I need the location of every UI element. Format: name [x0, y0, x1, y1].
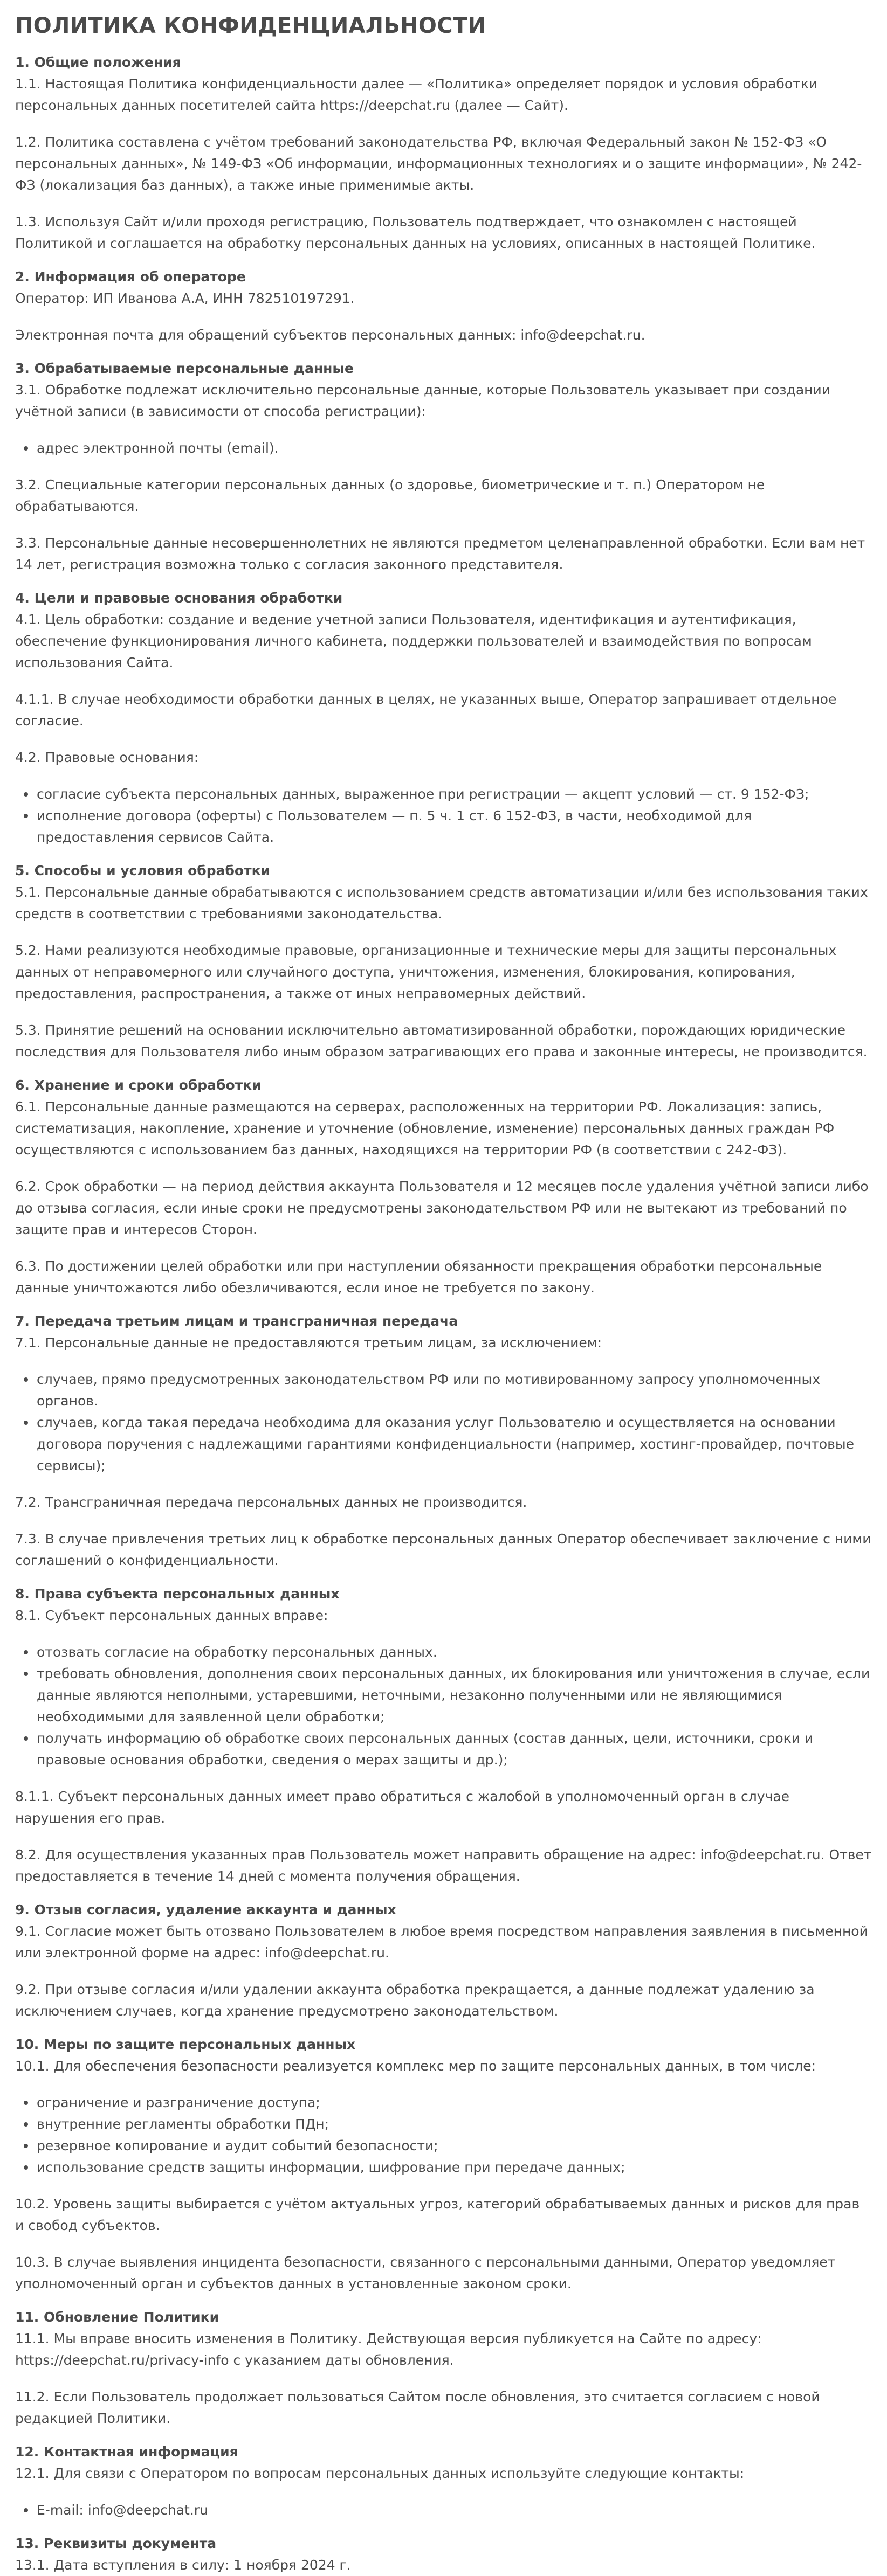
paragraph: 9.2. При отзыве согласия и/или удалении аккаунта обработка прекращается, а данные подлежат удалению за исключением случаев, когда хранение предусмотрено законодательством. — [15, 1982, 815, 2019]
paragraph: 11.2. Если Пользователь продолжает пользоваться Сайтом после обновления, это считается согласием с новой редакцией Политики. — [15, 2389, 820, 2426]
bullet-list — [15, 1642, 872, 1771]
paragraph: 6.3. По достижении целей обработки или при наступлении обязанности прекращения обработки персональные данные уничтожаются либо обезличиваются, если иное не требуется по закону. — [15, 1258, 822, 1296]
list-item: случаев, прямо предусмотренных законодательством РФ или по мотивированному запросу уполномоченных органов. — [37, 1369, 872, 1412]
bullet-list — [15, 1369, 872, 1477]
list-item: внутренние регламенты обработки ПДн; — [37, 2114, 872, 2135]
paragraph: 11.1. Мы вправе вносить изменения в Политику. Действующая версия публикуется на Сайте по адресу: https://deepchat.ru/privacy-info с указанием даты обновления. — [15, 2331, 762, 2368]
paragraph: 7.3. В случае привлечения третьих лиц к обработке персональных данных Оператор обеспечивает заключение с ними соглашений о конфиденциальности. — [15, 1531, 871, 1568]
paragraph: 4.1.1. В случае необходимости обработки данных в целях, не указанных выше, Оператор запрашивает отдельное согласие. — [15, 691, 837, 729]
paragraph: 3.3. Персональные данные несовершеннолетних не являются предметом целенаправленной обработки. Если вам нет 14 лет, регистрация возможна только с согласия законного представителя. — [15, 535, 865, 572]
list-item: E-mail: info@deepchat.ru — [37, 2499, 872, 2521]
page-title: ПОЛИТИКА КОНФИДЕНЦИАЛЬНОСТИ — [15, 13, 486, 38]
section-purposes — [15, 587, 872, 848]
section-methods — [15, 860, 872, 1063]
list-item: случаев, когда такая передача необходима для оказания услуг Пользователю и осуществляется на основании договора поручения с надлежащими гарантиями конфиденциальности (например, хостинг-провайдер, почтовые сервисы); — [37, 1412, 872, 1477]
list-item: использование средств защиты информации, шифрование при передаче данных; — [37, 2157, 872, 2178]
paragraph: Оператор: ИП Иванова А.А, ИНН 782510197291. — [15, 290, 355, 306]
paragraph: 13.1. Дата вступления в силу: 1 ноября 2024 г. — [15, 2557, 351, 2573]
list-item: отозвать согласие на обработку персональных данных. — [37, 1642, 872, 1663]
paragraph: 4.1. Цель обработки: создание и ведение учетной записи Пользователя, идентификация и аутентификация, обеспечение функционирования личного кабинета, поддержки пользователей и взаимодействия по вопросам использования Сайта. — [15, 612, 812, 670]
section-heading: 7. Передача третьим лицам и трансграничная передача — [15, 1313, 458, 1329]
paragraph: 6.2. Срок обработки — на период действия аккаунта Пользователя и 12 месяцев после удаления учётной записи либо до отзыва согласия, если иные сроки не предусмотрены законодательством РФ или не вытекают из требований по защите прав и интересов Сторон. — [15, 1179, 869, 1237]
list-item: требовать обновления, дополнения своих персональных данных, их блокирования или уничтожения в случае, если данные являются неполными, устаревшими, неточными, незаконно полученными или не являющимися необходимыми для заявленной цели обработки; — [37, 1663, 872, 1728]
section-heading: 13. Реквизиты документа — [15, 2536, 217, 2551]
paragraph: 5.2. Нами реализуются необходимые правовые, организационные и технические меры для защиты персональных данных от неправомерного или случайного доступа, уничтожения, изменения, блокирования, копирования, предоставления, распространения, а также от иных неправомерных действий. — [15, 943, 837, 1001]
bullet-list — [15, 2499, 872, 2521]
section-policy-updates — [15, 2307, 872, 2429]
paragraph: Электронная почта для обращений субъектов персональных данных: info@deepchat.ru. — [15, 327, 645, 343]
section-heading: 3. Обрабатываемые персональные данные — [15, 361, 354, 376]
paragraph: 7.1. Персональные данные не предоставляются третьим лицам, за исключением: — [15, 1335, 602, 1351]
list-item: согласие субъекта персональных данных, выраженное при регистрации — акцепт условий — ст. 9 152-ФЗ; — [37, 784, 872, 805]
section-contacts — [15, 2441, 872, 2521]
paragraph: 12.1. Для связи с Оператором по вопросам персональных данных используйте следующие контакты: — [15, 2466, 745, 2481]
paragraph: 3.2. Специальные категории персональных данных (о здоровье, биометрические и т. п.) Оператором не обрабатываются. — [15, 477, 765, 514]
bullet-list — [15, 438, 872, 459]
bullet-list — [15, 784, 872, 848]
paragraph: 10.2. Уровень защиты выбирается с учётом актуальных угроз, категорий обрабатываемых данных и рисков для прав и свобод субъектов. — [15, 2196, 860, 2233]
list-item: получать информацию об обработке своих персональных данных (состав данных, цели, источники, сроки и правовые основания обработки, сведения о мерах защиты и др.); — [37, 1728, 872, 1771]
section-processed-data — [15, 358, 872, 576]
paragraph: 5.3. Принятие решений на основании исключительно автоматизированной обработки, порождающих юридические последствия для Пользователя либо иным образом затрагивающих его права и законные интересы, не производится. — [15, 1022, 868, 1060]
paragraph: 10.3. В случае выявления инцидента безопасности, связанного с персональными данными, Оператор уведомляет уполномоченный орган и субъектов данных в установленные законом сроки. — [15, 2254, 836, 2291]
section-heading: 10. Меры по защите персональных данных — [15, 2037, 356, 2052]
section-consent-withdrawal — [15, 1899, 872, 2022]
section-heading: 11. Обновление Политики — [15, 2309, 219, 2325]
paragraph: 6.1. Персональные данные размещаются на серверах, расположенных на территории РФ. Локализация: запись, систематизация, накопление, хранение и уточнение (обновление, изменение) персональных данных граждан РФ осуществляются с использованием баз данных, находящихся на территории РФ (в соответствии с 242-ФЗ). — [15, 1099, 835, 1158]
list-item: исполнение договора (оферты) с Пользователем — п. 5 ч. 1 ст. 6 152-ФЗ, в части, необходимой для предоставления сервисов Сайта. — [37, 805, 872, 848]
list-item: резервное копирование и аудит событий безопасности; — [37, 2135, 872, 2157]
paragraph: 1.3. Используя Сайт и/или проходя регистрацию, Пользователь подтверждает, что ознакомлен с настоящей Политикой и соглашается на обработку персональных данных на условиях, описанных в настоящей Политике. — [15, 214, 816, 251]
section-general — [15, 52, 872, 254]
paragraph: 4.2. Правовые основания: — [15, 750, 199, 765]
paragraph: 1.2. Политика составлена с учётом требований законодательства РФ, включая Федеральный закон № 152-ФЗ «О персональных данных», № 149-ФЗ «Об информации, информационных технологиях и о защите информации», № 242-ФЗ (локализация баз данных), а также иные применимые акты. — [15, 134, 862, 193]
section-operator — [15, 266, 872, 346]
section-heading: 2. Информация об операторе — [15, 269, 246, 285]
paragraph: 9.1. Согласие может быть отозвано Пользователем в любое время посредством направления заявления в письменной или электронной форме на адрес: info@deepchat.ru. — [15, 1923, 868, 1961]
paragraph: 7.2. Трансграничная передача персональных данных не производится. — [15, 1494, 527, 1510]
section-document-details — [15, 2533, 872, 2576]
section-heading: 9. Отзыв согласия, удаление аккаунта и данных — [15, 1902, 396, 1917]
section-heading: 8. Права субъекта персональных данных — [15, 1586, 340, 1602]
paragraph: 5.1. Персональные данные обрабатываются с использованием средств автоматизации и/или без использования таких средств в соответствии с требованиями законодательства. — [15, 884, 868, 922]
section-heading: 6. Хранение и сроки обработки — [15, 1077, 262, 1093]
section-subject-rights — [15, 1583, 872, 1887]
paragraph: 8.2. Для осуществления указанных прав Пользователь может направить обращение на адрес: info@deepchat.ru. Ответ предоставляется в течение 14 дней с момента получения обращения. — [15, 1847, 872, 1884]
paragraph: 8.1. Субъект персональных данных вправе: — [15, 1608, 328, 1623]
section-storage — [15, 1075, 872, 1299]
section-heading: 12. Контактная информация — [15, 2444, 238, 2460]
paragraph: 3.1. Обработке подлежат исключительно персональные данные, которые Пользователь указывает при создании учётной записи (в зависимости от способа регистрации): — [15, 382, 831, 419]
list-item: ограничение и разграничение доступа; — [37, 2092, 872, 2114]
paragraph: 8.1.1. Субъект персональных данных имеет право обратиться с жалобой в уполномоченный орган в случае нарушения его прав. — [15, 1789, 790, 1826]
bullet-list — [15, 2092, 872, 2178]
section-heading: 5. Способы и условия обработки — [15, 863, 271, 878]
paragraph: 1.1. Настоящая Политика конфиденциальности далее — «Политика» определяет порядок и условия обработки персональных данных посетителей сайта https://deepchat.ru (далее — Сайт). — [15, 76, 818, 113]
paragraph: 10.1. Для обеспечения безопасности реализуется комплекс мер по защите персональных данных, в том числе: — [15, 2058, 816, 2074]
section-heading: 4. Цели и правовые основания обработки — [15, 590, 343, 606]
list-item: адрес электронной почты (email). — [37, 438, 872, 459]
section-third-parties — [15, 1311, 872, 1571]
section-heading: 1. Общие положения — [15, 54, 181, 70]
section-security-measures — [15, 2034, 872, 2295]
